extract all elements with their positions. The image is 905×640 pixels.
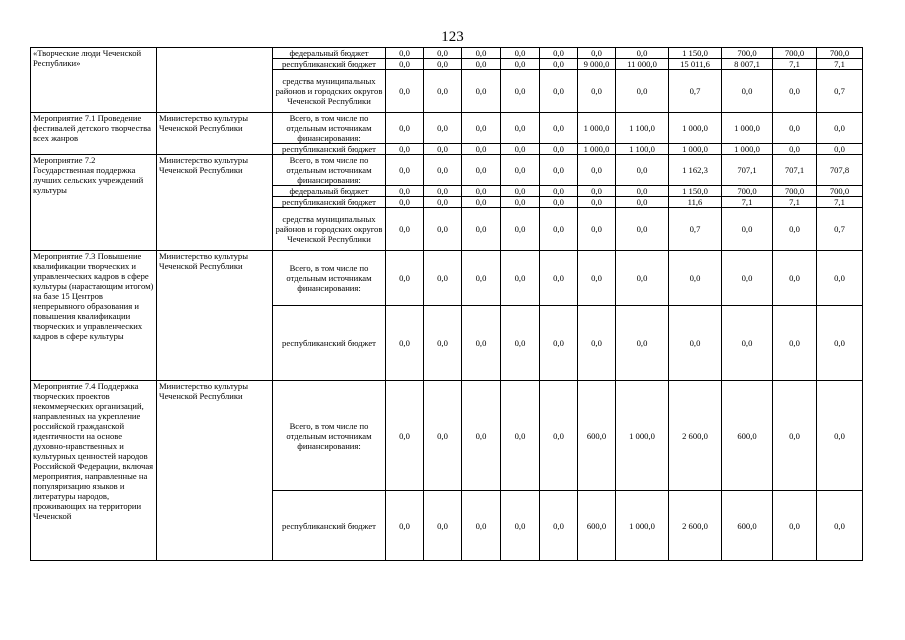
funding-value: 0,0 — [462, 306, 501, 381]
funding-value: 0,0 — [540, 306, 578, 381]
funding-value: 0,0 — [386, 48, 424, 59]
responsible-executor: Министерство культуры Чеченской Республики — [157, 113, 273, 155]
funding-value: 7,1 — [773, 197, 817, 208]
funding-value: 0,0 — [616, 70, 669, 113]
funding-value: 0,0 — [424, 251, 462, 306]
funding-value: 1 000,0 — [722, 144, 773, 155]
funding-value: 1 000,0 — [578, 113, 616, 144]
funding-value: 0,0 — [501, 186, 540, 197]
funding-value: 700,0 — [817, 48, 863, 59]
funding-value: 7,1 — [817, 197, 863, 208]
funding-value: 7,1 — [722, 197, 773, 208]
measure-name: Мероприятие 7.3 Повышение квалификации творческих и управленческих кадров в сфере культуры (нарастающим итогом) на базе 15 Центров непрерывного образования и повышения квалификации творческих и управленческих кадров в сфере культуры — [31, 251, 157, 381]
funding-value: 600,0 — [578, 491, 616, 561]
funding-value: 0,0 — [424, 59, 462, 70]
funding-value: 0,0 — [616, 155, 669, 186]
funding-value: 0,0 — [817, 381, 863, 491]
funding-value: 0,0 — [540, 70, 578, 113]
funding-value: 0,0 — [540, 144, 578, 155]
funding-value: 0,0 — [386, 144, 424, 155]
funding-value: 0,0 — [501, 197, 540, 208]
responsible-executor — [157, 48, 273, 113]
funding-value: 0,0 — [817, 144, 863, 155]
funding-value: 0,0 — [578, 197, 616, 208]
funding-value: 0,7 — [817, 208, 863, 251]
funding-source: республиканский бюджет — [273, 306, 386, 381]
funding-value: 0,0 — [501, 48, 540, 59]
funding-value: 0,0 — [578, 306, 616, 381]
funding-value: 0,0 — [424, 491, 462, 561]
funding-value: 0,0 — [424, 306, 462, 381]
funding-value: 0,0 — [424, 381, 462, 491]
funding-value: 1 100,0 — [616, 113, 669, 144]
funding-value: 1 000,0 — [616, 491, 669, 561]
funding-value: 0,0 — [578, 155, 616, 186]
funding-value: 9 000,0 — [578, 59, 616, 70]
funding-value: 700,0 — [773, 186, 817, 197]
funding-value: 0,0 — [501, 208, 540, 251]
funding-value: 0,0 — [616, 208, 669, 251]
funding-value: 0,0 — [462, 144, 501, 155]
funding-value: 0,0 — [386, 306, 424, 381]
responsible-executor: Министерство культуры Чеченской Республики — [157, 381, 273, 561]
funding-value: 0,0 — [540, 186, 578, 197]
funding-source: Всего, в том числе по отдельным источникам финансирования: — [273, 381, 386, 491]
table-row — [31, 113, 863, 144]
funding-source: республиканский бюджет — [273, 197, 386, 208]
funding-value: 0,0 — [462, 186, 501, 197]
table-row — [31, 381, 863, 491]
funding-value: 0,0 — [540, 113, 578, 144]
funding-source: федеральный бюджет — [273, 48, 386, 59]
table-row — [31, 155, 863, 186]
funding-source: республиканский бюджет — [273, 491, 386, 561]
responsible-executor: Министерство культуры Чеченской Республики — [157, 155, 273, 251]
funding-value: 0,0 — [616, 197, 669, 208]
funding-value: 0,0 — [578, 48, 616, 59]
funding-value: 0,0 — [424, 155, 462, 186]
funding-value: 0,7 — [669, 70, 722, 113]
funding-source: средства муниципальных районов и городских округов Чеченской Республики — [273, 70, 386, 113]
funding-value: 0,7 — [817, 70, 863, 113]
responsible-executor: Министерство культуры Чеченской Республики — [157, 251, 273, 381]
funding-value: 0,0 — [386, 197, 424, 208]
funding-value: 0,0 — [501, 155, 540, 186]
funding-value: 0,0 — [424, 48, 462, 59]
funding-value: 0,0 — [462, 59, 501, 70]
funding-value: 700,0 — [773, 48, 817, 59]
funding-value: 0,0 — [386, 381, 424, 491]
funding-value: 0,0 — [424, 144, 462, 155]
funding-value: 0,0 — [669, 306, 722, 381]
funding-value: 0,0 — [462, 491, 501, 561]
funding-value: 0,0 — [386, 186, 424, 197]
funding-value: 700,0 — [817, 186, 863, 197]
funding-source: республиканский бюджет — [273, 144, 386, 155]
funding-source: республиканский бюджет — [273, 59, 386, 70]
funding-source: Всего, в том числе по отдельным источникам финансирования: — [273, 113, 386, 144]
funding-value: 2 600,0 — [669, 381, 722, 491]
funding-value: 0,0 — [501, 306, 540, 381]
funding-value: 0,0 — [722, 208, 773, 251]
funding-value: 0,0 — [424, 208, 462, 251]
funding-value: 0,7 — [669, 208, 722, 251]
funding-value: 0,0 — [462, 70, 501, 113]
funding-value: 0,0 — [817, 306, 863, 381]
funding-value: 1 162,3 — [669, 155, 722, 186]
funding-value: 0,0 — [424, 197, 462, 208]
funding-value: 600,0 — [578, 381, 616, 491]
funding-value: 1 000,0 — [578, 144, 616, 155]
funding-value: 0,0 — [540, 381, 578, 491]
funding-value: 0,0 — [773, 491, 817, 561]
funding-value: 11,6 — [669, 197, 722, 208]
funding-value: 0,0 — [386, 491, 424, 561]
funding-value: 0,0 — [578, 186, 616, 197]
funding-source: Всего, в том числе по отдельным источникам финансирования: — [273, 155, 386, 186]
funding-value: 0,0 — [540, 155, 578, 186]
funding-value: 0,0 — [817, 113, 863, 144]
funding-value: 0,0 — [386, 251, 424, 306]
funding-value: 1 000,0 — [616, 381, 669, 491]
funding-value: 0,0 — [386, 208, 424, 251]
funding-value: 0,0 — [669, 251, 722, 306]
funding-value: 0,0 — [773, 144, 817, 155]
funding-value: 0,0 — [501, 251, 540, 306]
funding-value: 0,0 — [462, 113, 501, 144]
funding-source: средства муниципальных районов и городских округов Чеченской Республики — [273, 208, 386, 251]
funding-value: 0,0 — [616, 48, 669, 59]
measure-name: «Творческие люди Чеченской Республики» — [31, 48, 157, 113]
funding-value: 15 011,6 — [669, 59, 722, 70]
measure-name: Мероприятие 7.1 Проведение фестивалей детского творчества всех жанров — [31, 113, 157, 155]
funding-value: 0,0 — [540, 251, 578, 306]
funding-value: 2 600,0 — [669, 491, 722, 561]
funding-value: 11 000,0 — [616, 59, 669, 70]
funding-value: 0,0 — [540, 59, 578, 70]
budget-table-container — [30, 47, 863, 561]
funding-value: 0,0 — [773, 113, 817, 144]
funding-value: 0,0 — [722, 306, 773, 381]
funding-value: 0,0 — [817, 491, 863, 561]
funding-value: 0,0 — [386, 155, 424, 186]
funding-source: Всего, в том числе по отдельным источникам финансирования: — [273, 251, 386, 306]
funding-value: 1 000,0 — [669, 144, 722, 155]
funding-value: 0,0 — [773, 208, 817, 251]
funding-value: 707,8 — [817, 155, 863, 186]
funding-value: 7,1 — [773, 59, 817, 70]
funding-value: 700,0 — [722, 186, 773, 197]
funding-value: 1 150,0 — [669, 186, 722, 197]
funding-source: федеральный бюджет — [273, 186, 386, 197]
measure-name: Мероприятие 7.2 Государственная поддержка лучших сельских учреждений культуры — [31, 155, 157, 251]
funding-value: 1 150,0 — [669, 48, 722, 59]
funding-value: 0,0 — [424, 113, 462, 144]
funding-value: 0,0 — [501, 70, 540, 113]
funding-value: 600,0 — [722, 491, 773, 561]
funding-value: 0,0 — [616, 186, 669, 197]
funding-value: 0,0 — [722, 70, 773, 113]
table-row — [31, 251, 863, 306]
funding-value: 0,0 — [501, 144, 540, 155]
funding-value: 0,0 — [578, 70, 616, 113]
funding-value: 8 007,1 — [722, 59, 773, 70]
funding-value: 0,0 — [616, 306, 669, 381]
table-row — [31, 48, 863, 59]
funding-value: 0,0 — [501, 113, 540, 144]
funding-value: 0,0 — [462, 155, 501, 186]
funding-value: 1 000,0 — [669, 113, 722, 144]
funding-value: 0,0 — [773, 70, 817, 113]
funding-value: 0,0 — [462, 381, 501, 491]
funding-value: 0,0 — [462, 208, 501, 251]
funding-value: 1 100,0 — [616, 144, 669, 155]
funding-value: 0,0 — [578, 251, 616, 306]
funding-value: 0,0 — [386, 113, 424, 144]
funding-value: 0,0 — [424, 186, 462, 197]
funding-value: 0,0 — [616, 251, 669, 306]
funding-value: 0,0 — [773, 251, 817, 306]
funding-value: 700,0 — [722, 48, 773, 59]
funding-value: 0,0 — [817, 251, 863, 306]
funding-value: 0,0 — [540, 48, 578, 59]
funding-value: 0,0 — [424, 70, 462, 113]
funding-value: 0,0 — [501, 59, 540, 70]
funding-value: 0,0 — [540, 197, 578, 208]
funding-value: 600,0 — [722, 381, 773, 491]
funding-value: 0,0 — [462, 197, 501, 208]
funding-value: 0,0 — [501, 491, 540, 561]
budget-table — [30, 47, 863, 561]
funding-value: 0,0 — [540, 491, 578, 561]
funding-value: 0,0 — [501, 381, 540, 491]
page-number: 123 — [441, 29, 464, 45]
funding-value: 1 000,0 — [722, 113, 773, 144]
funding-value: 0,0 — [462, 251, 501, 306]
funding-value: 0,0 — [578, 208, 616, 251]
funding-value: 0,0 — [386, 70, 424, 113]
funding-value: 0,0 — [462, 48, 501, 59]
funding-value: 0,0 — [773, 306, 817, 381]
funding-value: 0,0 — [773, 381, 817, 491]
funding-value: 0,0 — [386, 59, 424, 70]
funding-value: 7,1 — [817, 59, 863, 70]
funding-value: 707,1 — [722, 155, 773, 186]
measure-name: Мероприятие 7.4 Поддержка творческих проектов некоммерческих организаций, направленных на укрепление российской гражданской идентичности на основе духовно-нравственных и культурных ценностей народов Российской Федерации, включая мероприятия, направленные на популяризацию языков и литературы народов, проживающих на территории Чеченской — [31, 381, 157, 561]
funding-value: 0,0 — [722, 251, 773, 306]
funding-value: 707,1 — [773, 155, 817, 186]
funding-value: 0,0 — [540, 208, 578, 251]
